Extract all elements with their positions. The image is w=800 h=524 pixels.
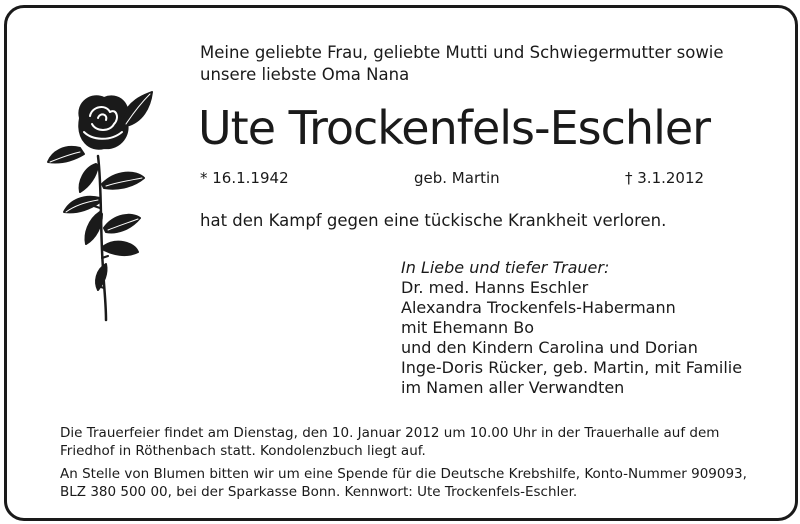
mourners-heading: In Liebe und tiefer Trauer: bbox=[401, 258, 610, 277]
mourner-line: Inge-Doris Rücker, geb. Martin, mit Familie bbox=[401, 358, 743, 377]
maiden-name: geb. Martin bbox=[414, 169, 500, 187]
intro-text: Meine geliebte Frau, geliebte Mutti und Schwiegermutter sowie unsere liebste Oma Nana bbox=[200, 43, 724, 84]
funeral-info: Die Trauerfeier findet am Dienstag, den 10. Januar 2012 um 10.00 Uhr in der Trauerhalle auf dem Friedhof in Röthenbach statt. Kondolenzbuch liegt auf. bbox=[60, 425, 720, 459]
mourners-block bbox=[401, 258, 742, 398]
birth-date: * 16.1.1942 bbox=[200, 169, 289, 187]
mourner-line: Dr. med. Hanns Eschler bbox=[401, 278, 589, 297]
mourner-line: mit Ehemann Bo bbox=[401, 318, 535, 337]
deceased-name: Ute Trockenfels-Eschler bbox=[198, 101, 711, 155]
mourner-line: Alexandra Trockenfels-Habermann bbox=[401, 298, 676, 317]
statement-text: hat den Kampf gegen eine tückische Krankheit verloren. bbox=[200, 211, 667, 230]
mourner-line: im Namen aller Verwandten bbox=[401, 378, 625, 397]
donation-info: An Stelle von Blumen bitten wir um eine Spende für die Deutsche Krebshilfe, Konto-Nummer 909093, BLZ 380 500 00, bei der Sparkasse Bonn. Kennwort: Ute Trockenfels-Eschler. bbox=[60, 466, 747, 500]
mourner-line: und den Kindern Carolina und Dorian bbox=[401, 338, 698, 357]
death-date: † 3.1.2012 bbox=[625, 169, 705, 187]
rose-icon bbox=[40, 88, 180, 324]
